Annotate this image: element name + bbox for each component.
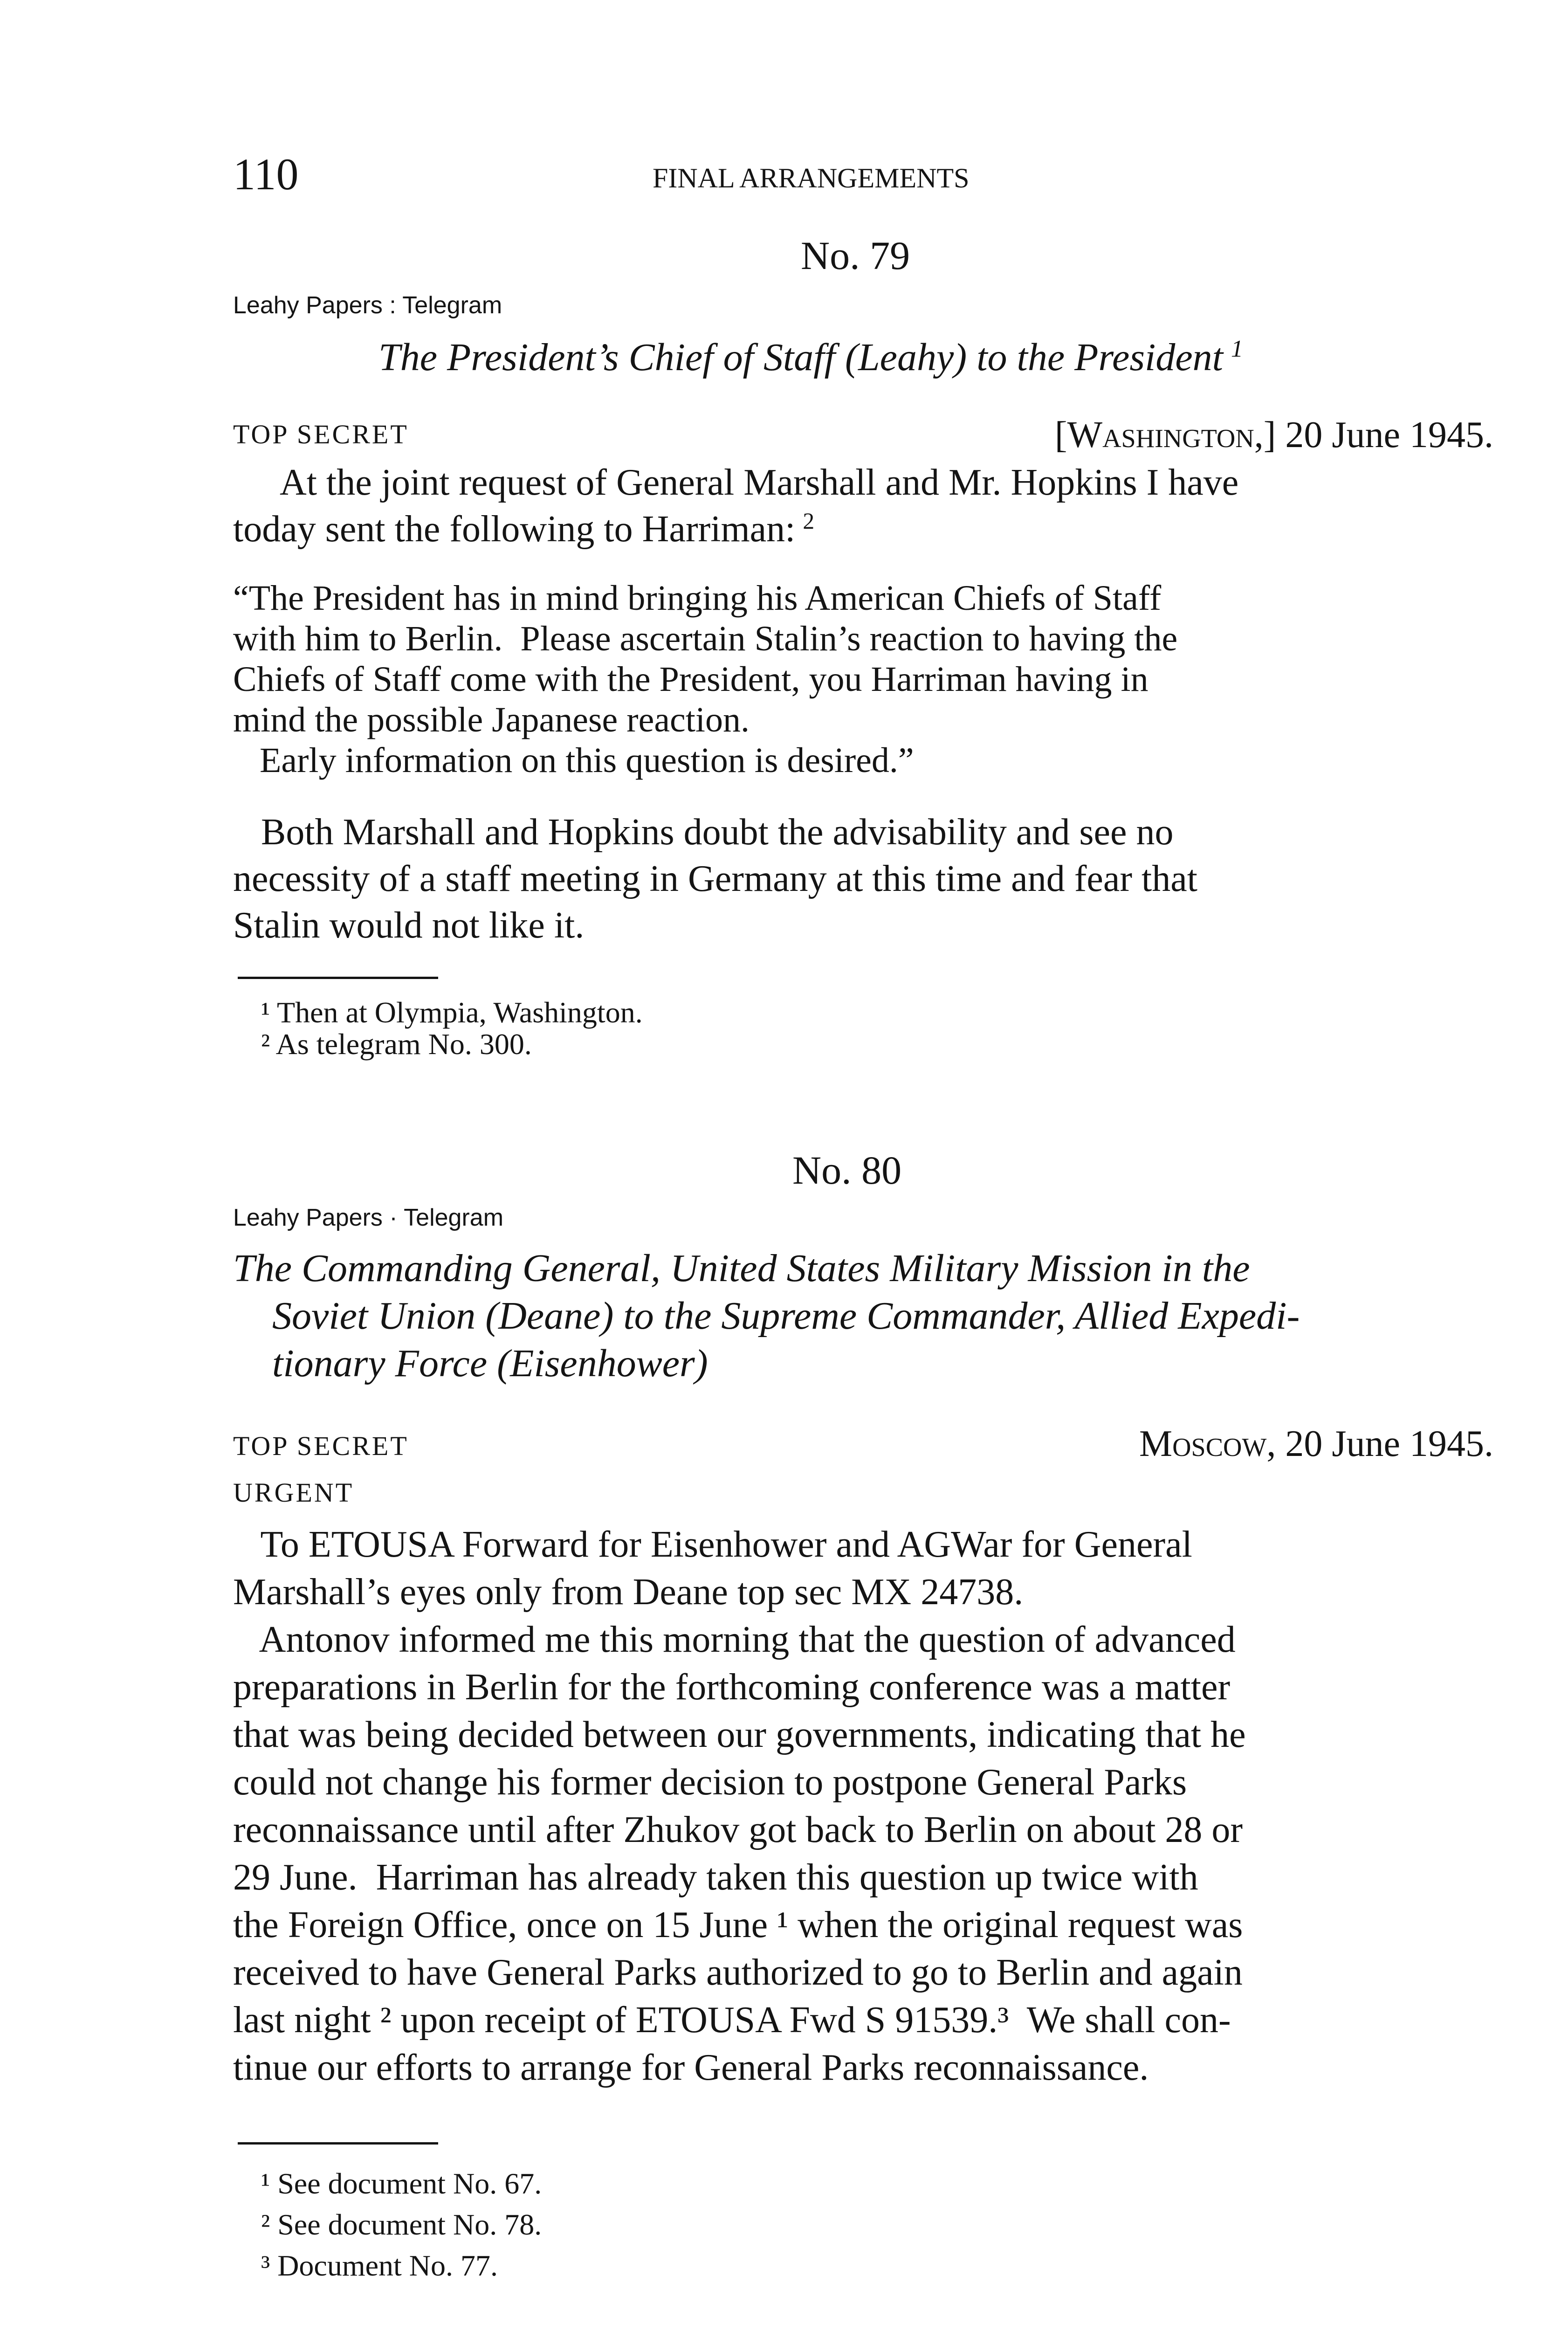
document-number: No. 79 bbox=[801, 233, 910, 278]
dateline-place: Moscow, bbox=[1139, 1423, 1276, 1464]
paragraph: Both Marshall and Hopkins doubt the advisability and see no necessity of a staff meeting in Germany at this time and fear that Stalin would not like it. bbox=[233, 812, 1197, 946]
footnotes: ¹ See document No. 67. ² See document No. 78. ³ Document No. 77. bbox=[261, 2167, 542, 2282]
classification: TOP SECRET bbox=[233, 419, 409, 449]
footnote-divider bbox=[238, 2142, 438, 2145]
classification: TOP SECRET bbox=[233, 1431, 409, 1461]
paragraph-line bbox=[233, 508, 814, 551]
dateline-place: [Washington,] bbox=[1054, 414, 1276, 455]
footnote-divider bbox=[238, 977, 438, 979]
urgency: URGENT bbox=[233, 1477, 354, 1508]
dateline-date: 20 June 1945. bbox=[1285, 1423, 1493, 1464]
footnote-ref: 2 bbox=[803, 508, 815, 534]
running-head: FINAL ARRANGEMENTS bbox=[653, 163, 970, 193]
quoted-telegram: “The President has in mind bringing his American Chiefs of Staff with him to Berlin. Please ascertain Stalin’s reaction to having the Chiefs of Staff come with the President, you Harriman having in mind the possible Japanese reaction. Early information on this question is desired.” bbox=[233, 579, 1178, 780]
document-title bbox=[378, 335, 1243, 380]
dateline bbox=[1055, 414, 1493, 456]
dateline-date: 20 June 1945. bbox=[1285, 414, 1493, 455]
telegram-body: To ETOUSA Forward for Eisenhower and AGWar for General Marshall’s eyes only from Deane top sec MX 24738. Antonov informed me this morning that the question of advanced preparations in Berlin for the forthcoming conference was a matter that was being decided between our governments, indicating that he could not change his former decision to postpone General Parks reconnaissance until after Zhukov got back to Berlin on about 28 or 29 June. Harriman has already taken this question up twice with the Foreign Office, once on 15 June ¹ when the original request was received to have General Parks authorized to go to Berlin and again last night ² upon receipt of ETOUSA Fwd S 91539.³ We shall con- tinue our efforts to arrange for General Parks reconnaissance. bbox=[233, 1524, 1246, 2088]
footnote-ref: 1 bbox=[1231, 336, 1243, 363]
document-source: Leahy Papers · Telegram bbox=[233, 1204, 504, 1231]
dateline bbox=[1139, 1423, 1493, 1465]
footnotes: ¹ Then at Olympia, Washington. ² As telegram No. 300. bbox=[261, 996, 643, 1061]
paragraph-text: today sent the following to Harriman: bbox=[233, 509, 796, 550]
paragraph-line: At the joint request of General Marshall and Mr. Hopkins I have bbox=[280, 462, 1239, 503]
document-title: The Commanding General, United States Military Mission in the Soviet Union (Deane) to the Supreme Commander, Allied Expedi- tionary Force (Eisenhower) bbox=[233, 1247, 1300, 1385]
document-number: No. 80 bbox=[792, 1148, 902, 1193]
page-number: 110 bbox=[233, 149, 299, 199]
document-title-text: The President’s Chief of Staff (Leahy) to the President bbox=[378, 336, 1223, 379]
document-source: Leahy Papers : Telegram bbox=[233, 292, 502, 319]
